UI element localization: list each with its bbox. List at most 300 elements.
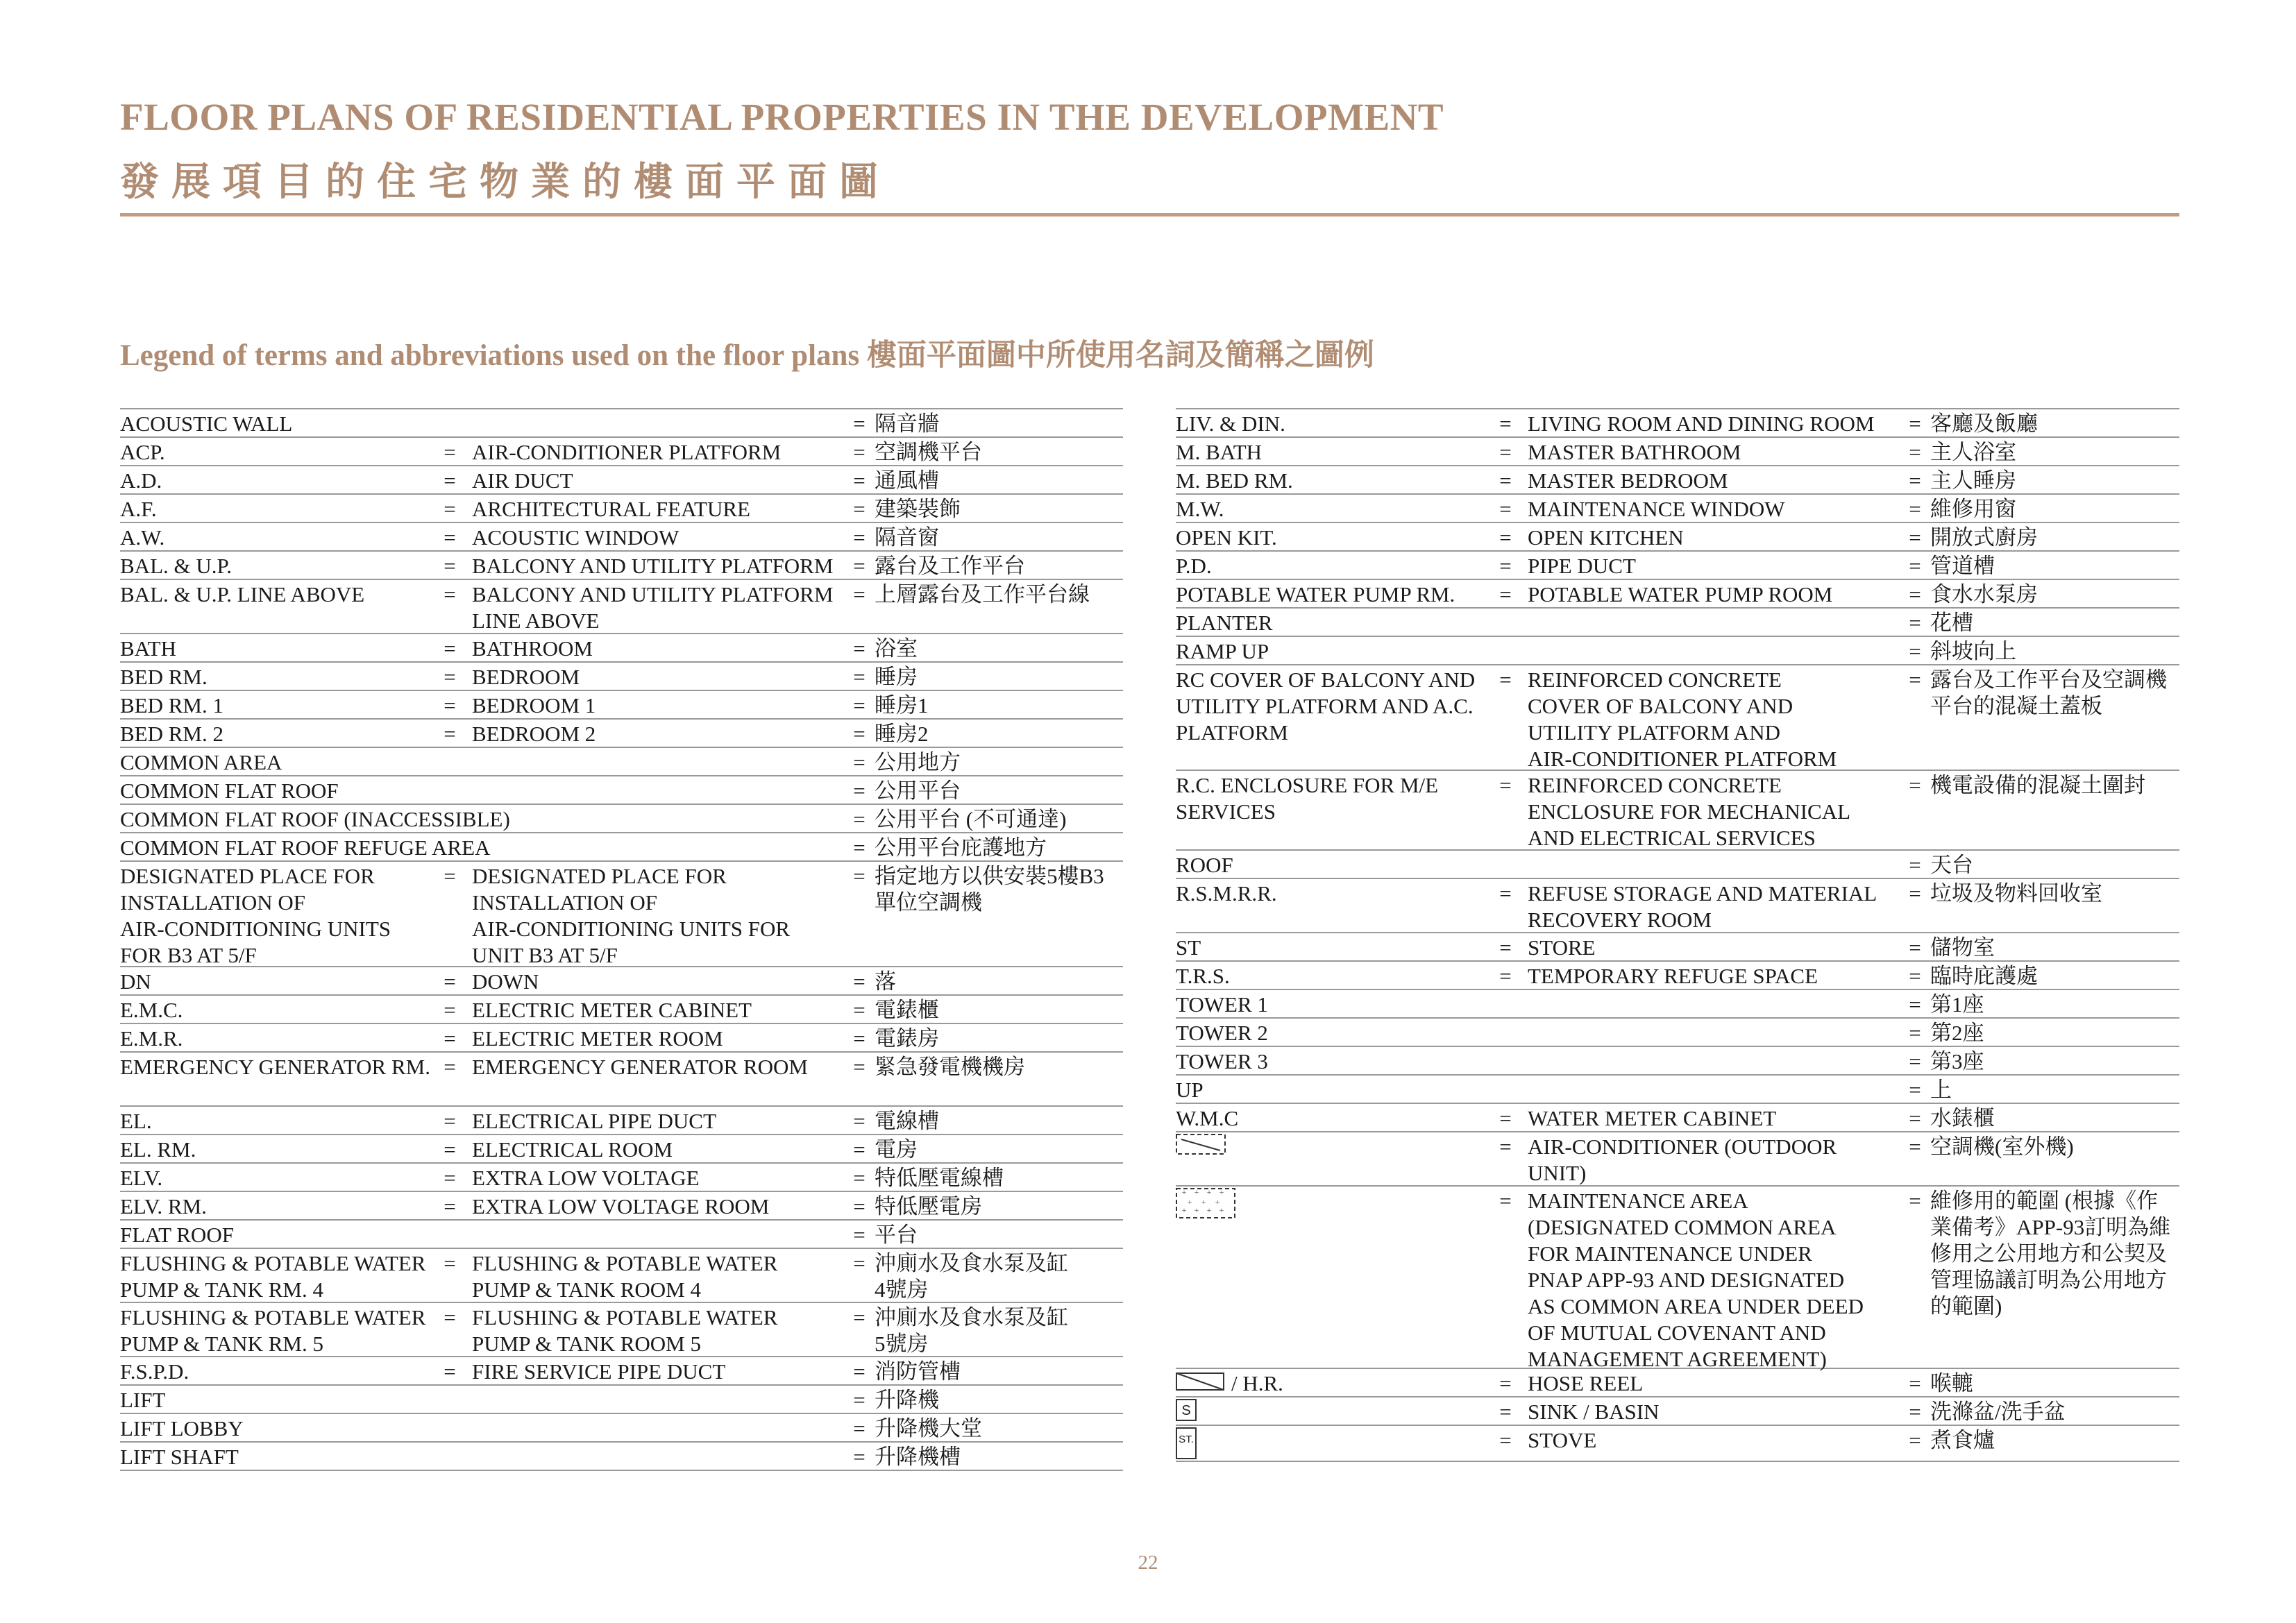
equals-sign: =: [853, 1055, 866, 1079]
legend-abbreviation: DN: [120, 969, 151, 994]
equals-sign: =: [444, 864, 456, 888]
legend-row-open-kit: [1176, 523, 2179, 552]
legend-chinese-term: 第2座: [1930, 1021, 1984, 1045]
legend-abbreviation: BATH: [120, 636, 176, 661]
equals-sign: =: [1499, 582, 1512, 606]
legend-full-term: REINFORCED CONCRETE ENCLOSURE FOR MECHANICAL AND ELECTRICAL SERVICES: [1528, 773, 1851, 850]
equals-sign: =: [853, 1416, 866, 1441]
legend-full-term: FIRE SERVICE PIPE DUCT: [472, 1359, 726, 1384]
legend-full-term: ELECTRICAL ROOM: [472, 1137, 673, 1162]
equals-sign: =: [444, 1251, 456, 1275]
equals-sign: =: [444, 1055, 456, 1079]
legend-chinese-term: 消防管槽: [875, 1359, 961, 1384]
equals-sign: =: [853, 750, 866, 774]
legend-chinese-term: 管道槽: [1930, 554, 1995, 578]
legend-abbreviation: FLUSHING & POTABLE WATER PUMP & TANK RM. 4: [120, 1251, 426, 1302]
legend-full-term: POTABLE WATER PUMP ROOM: [1528, 582, 1833, 606]
legend-row-sink-symbol: [1176, 1397, 2179, 1426]
legend-full-term: HOSE REEL: [1528, 1371, 1644, 1395]
legend-chinese-term: 食水水泵房: [1930, 582, 2038, 606]
legend-abbreviation: / H.R.: [1231, 1371, 1283, 1395]
legend-chinese-term: 開放式廚房: [1930, 525, 2038, 550]
legend-row-bal-u-p-line-above: [120, 580, 1123, 634]
equals-sign: =: [444, 1305, 456, 1329]
legend-abbreviation: BAL. & U.P. LINE ABOVE: [120, 582, 365, 606]
equals-sign: =: [853, 665, 866, 689]
legend-full-term: AIR-CONDITIONER PLATFORM: [472, 440, 782, 464]
legend-abbreviation: LIV. & DIN.: [1176, 411, 1285, 436]
legend-row-el: [120, 1107, 1123, 1135]
equals-sign: =: [1909, 935, 1921, 960]
equals-sign: =: [1909, 1428, 1921, 1452]
equals-sign: =: [1909, 1371, 1921, 1395]
legend-row-elv-rm: [120, 1192, 1123, 1221]
legend-chinese-term: 落: [875, 969, 896, 994]
equals-sign: =: [444, 969, 456, 994]
svg-text:+: +: [1187, 1197, 1192, 1207]
svg-text:+: +: [1194, 1188, 1199, 1197]
svg-text:+: +: [1219, 1188, 1224, 1197]
legend-row-tower-2: [1176, 1019, 2179, 1047]
equals-sign: =: [444, 1109, 456, 1133]
legend-row-planter: [1176, 609, 2179, 637]
equals-sign: =: [853, 497, 866, 521]
legend-chinese-term: 特低壓電線槽: [875, 1166, 1004, 1190]
title-divider: [120, 213, 2179, 216]
legend-chinese-term: 煮食爐: [1930, 1428, 1995, 1452]
legend-full-term: OPEN KITCHEN: [1528, 525, 1684, 550]
legend-abbreviation: TOWER 2: [1176, 1021, 1268, 1045]
legend-row-emergency-generator-rm: [120, 1053, 1123, 1107]
equals-sign: =: [444, 693, 456, 717]
legend-chinese-term: 特低壓電房: [875, 1194, 982, 1218]
legend-abbreviation: COMMON FLAT ROOF (INACCESSIBLE): [120, 807, 510, 831]
legend-row-acoustic-wall: [120, 409, 1123, 438]
legend-chinese-term: 隔音窗: [875, 525, 939, 550]
legend-chinese-term: 電錶房: [875, 1026, 939, 1051]
equals-sign: =: [853, 1305, 866, 1329]
legend-chinese-term: 第1座: [1930, 992, 1984, 1017]
legend-abbreviation: COMMON FLAT ROOF: [120, 779, 339, 803]
legend-abbreviation: BAL. & U.P.: [120, 554, 233, 578]
legend-abbreviation: POTABLE WATER PUMP RM.: [1176, 582, 1455, 606]
legend-abbreviation: ELV. RM.: [120, 1194, 207, 1218]
equals-sign: =: [444, 1166, 456, 1190]
equals-sign: =: [1909, 1189, 1921, 1213]
equals-sign: =: [444, 1359, 456, 1384]
legend-abbreviation: A.F.: [120, 497, 157, 521]
legend-row-ac-outdoor-unit-symbol: [1176, 1132, 2179, 1187]
legend-row-elv: [120, 1164, 1123, 1192]
legend-abbreviation: F.S.P.D.: [120, 1359, 189, 1384]
legend-row-common-area: [120, 748, 1123, 776]
equals-sign: =: [1499, 773, 1512, 797]
equals-sign: =: [1499, 440, 1512, 464]
equals-sign: =: [444, 1137, 456, 1162]
legend-chinese-term: 緊急發電機機房: [875, 1055, 1025, 1079]
equals-sign: =: [1909, 964, 1921, 988]
equals-sign: =: [444, 497, 456, 521]
svg-text:+: +: [1219, 1205, 1224, 1215]
legend-chinese-term: 維修用窗: [1930, 497, 2016, 521]
legend-full-term: EXTRA LOW VOLTAGE: [472, 1166, 700, 1190]
sink-symbol: [1176, 1399, 1197, 1427]
equals-sign: =: [853, 1166, 866, 1190]
legend-full-term: MASTER BATHROOM: [1528, 440, 1741, 464]
legend-chinese-term: 沖廁水及食水泵及缸 5號房: [875, 1305, 1068, 1356]
legend-abbreviation: RAMP UP: [1176, 639, 1269, 663]
legend-chinese-term: 客廳及飯廳: [1930, 411, 2038, 436]
legend-chinese-term: 通風槽: [875, 468, 939, 493]
legend-chinese-term: 睡房: [875, 665, 918, 689]
legend-chinese-term: 睡房2: [875, 722, 929, 746]
legend-full-term: ELECTRIC METER CABINET: [472, 998, 752, 1022]
equals-sign: =: [853, 969, 866, 994]
legend-abbreviation: P.D.: [1176, 554, 1212, 578]
equals-sign: =: [853, 864, 866, 888]
legend-full-term: BEDROOM: [472, 665, 580, 689]
legend-full-term: BALCONY AND UTILITY PLATFORM: [472, 554, 834, 578]
svg-text:+: +: [1215, 1197, 1220, 1207]
equals-sign: =: [1909, 668, 1921, 692]
legend-row-common-flat-roof: [120, 776, 1123, 805]
legend-abbreviation: ST: [1176, 935, 1201, 960]
equals-sign: =: [444, 636, 456, 661]
equals-sign: =: [853, 835, 866, 860]
legend-chinese-term: 上: [1930, 1078, 1952, 1102]
equals-sign: =: [1909, 773, 1921, 797]
svg-text:+: +: [1181, 1205, 1187, 1215]
legend-full-term: EXTRA LOW VOLTAGE ROOM: [472, 1194, 770, 1218]
equals-sign: =: [853, 722, 866, 746]
legend-row-bed-rm-1: [120, 691, 1123, 720]
legend-row-roof: [1176, 851, 2179, 879]
equals-sign: =: [1909, 468, 1921, 493]
legend-abbreviation: RC COVER OF BALCONY AND UTILITY PLATFORM AND A.C. PLATFORM: [1176, 668, 1476, 745]
legend-chinese-term: 升降機: [875, 1388, 939, 1412]
equals-sign: =: [1909, 1106, 1921, 1130]
legend-chinese-term: 臨時庇護處: [1930, 964, 2038, 988]
legend-abbreviation: M. BED RM.: [1176, 468, 1293, 493]
legend-row-lift: [120, 1386, 1123, 1414]
legend-abbreviation: BED RM. 1: [120, 693, 223, 717]
legend-row-r-c-enclosure-for-m-e-services: [1176, 771, 2179, 851]
legend-row-common-flat-roof-inaccessible: [120, 805, 1123, 833]
equals-sign: =: [853, 779, 866, 803]
legend-row-a-w: [120, 523, 1123, 552]
legend-abbreviation: PLANTER: [1176, 611, 1273, 635]
legend-abbreviation: E.M.C.: [120, 998, 183, 1022]
legend-abbreviation: ROOF: [1176, 853, 1233, 877]
legend-chinese-term: 電線槽: [875, 1109, 939, 1133]
equals-sign: =: [1499, 1400, 1512, 1424]
legend-row-t-r-s: [1176, 962, 2179, 990]
legend-chinese-term: 電錶櫃: [875, 998, 939, 1022]
legend-abbreviation: ACP.: [120, 440, 165, 464]
legend-row-p-d: [1176, 552, 2179, 580]
equals-sign: =: [444, 582, 456, 606]
legend-row-maintenance-area-symbol: [1176, 1187, 2179, 1369]
legend-chinese-term: 花槽: [1930, 611, 1973, 635]
legend-chinese-term: 電房: [875, 1137, 918, 1162]
legend-chinese-term: 上層露台及工作平台線: [875, 582, 1090, 606]
page-number: 22: [1138, 1552, 1158, 1574]
legend-full-term: DOWN: [472, 969, 539, 994]
legend-abbreviation: W.M.C: [1176, 1106, 1239, 1130]
legend-full-term: EMERGENCY GENERATOR ROOM: [472, 1055, 808, 1079]
legend-full-term: AIR-CONDITIONER (OUTDOOR UNIT): [1528, 1135, 1837, 1185]
legend-chinese-term: 機電設備的混凝土圍封: [1930, 773, 2145, 797]
equals-sign: =: [853, 1137, 866, 1162]
legend-column-left: [120, 408, 1123, 1471]
legend-chinese-term: 睡房1: [875, 693, 929, 717]
legend-abbreviation: BED RM.: [120, 665, 208, 689]
equals-sign: =: [1909, 881, 1921, 906]
legend-full-term: ELECTRICAL PIPE DUCT: [472, 1109, 716, 1133]
equals-sign: =: [444, 440, 456, 464]
legend-abbreviation: T.R.S.: [1176, 964, 1230, 988]
legend-row-m-w: [1176, 495, 2179, 523]
svg-text:+: +: [1194, 1205, 1199, 1215]
legend-chinese-term: 露台及工作平台及空調機 平台的混凝土蓋板: [1930, 668, 2167, 718]
equals-sign: =: [1499, 881, 1512, 906]
legend-row-a-f: [120, 495, 1123, 523]
legend-abbreviation: LIFT LOBBY: [120, 1416, 244, 1441]
legend-row-w-m-c: [1176, 1104, 2179, 1132]
svg-text:+: +: [1181, 1188, 1187, 1197]
legend-abbreviation: LIFT: [120, 1388, 166, 1412]
legend-row-rc-cover-of-balcony-and-utility-platform-and-a-c-platform: [1176, 665, 2179, 771]
legend-full-term: ELECTRIC METER ROOM: [472, 1026, 723, 1051]
ac-outdoor-unit-symbol: [1176, 1134, 1226, 1161]
legend-chinese-term: 喉轆: [1930, 1371, 1973, 1395]
legend-full-term: ACOUSTIC WINDOW: [472, 525, 679, 550]
legend-abbreviation: R.C. ENCLOSURE FOR M/E SERVICES: [1176, 773, 1439, 824]
equals-sign: =: [1499, 668, 1512, 692]
legend-row-ramp-up: [1176, 637, 2179, 665]
equals-sign: =: [1499, 1371, 1512, 1395]
legend-row-bal-u-p: [120, 552, 1123, 580]
equals-sign: =: [1499, 411, 1512, 436]
legend-row-bed-rm: [120, 663, 1123, 691]
legend-abbreviation: EL.: [120, 1109, 152, 1133]
legend-full-term: BALCONY AND UTILITY PLATFORM LINE ABOVE: [472, 582, 834, 633]
legend-chinese-term: 露台及工作平台: [875, 554, 1025, 578]
legend-chinese-term: 隔音牆: [875, 411, 939, 436]
equals-sign: =: [1909, 853, 1921, 877]
legend-chinese-term: 空調機平台: [875, 440, 982, 464]
equals-sign: =: [444, 998, 456, 1022]
legend-chinese-term: 建築裝飾: [875, 497, 961, 521]
legend-row-up: [1176, 1076, 2179, 1104]
legend-chinese-term: 浴室: [875, 636, 918, 661]
legend-abbreviation: BED RM. 2: [120, 722, 223, 746]
equals-sign: =: [853, 1251, 866, 1275]
legend-abbreviation: EMERGENCY GENERATOR RM.: [120, 1055, 430, 1079]
svg-text:S: S: [1181, 1403, 1191, 1418]
legend-row-lift-shaft: [120, 1443, 1123, 1471]
legend-abbreviation: R.S.M.R.R.: [1176, 881, 1277, 906]
equals-sign: =: [853, 411, 866, 436]
equals-sign: =: [444, 525, 456, 550]
legend-chinese-term: 指定地方以供安裝5樓B3 單位空調機: [875, 864, 1104, 915]
equals-sign: =: [1909, 1049, 1921, 1073]
legend-row-a-d: [120, 466, 1123, 495]
legend-row-lift-lobby: [120, 1414, 1123, 1443]
legend-full-term: MASTER BEDROOM: [1528, 468, 1728, 493]
svg-text:ST.: ST.: [1179, 1434, 1194, 1445]
equals-sign: =: [1499, 1189, 1512, 1213]
legend-chinese-term: 沖廁水及食水泵及缸 4號房: [875, 1251, 1068, 1302]
legend-row-st: [1176, 933, 2179, 962]
legend-full-term: AIR DUCT: [472, 468, 573, 493]
legend-chinese-term: 升降機槽: [875, 1445, 961, 1469]
equals-sign: =: [853, 693, 866, 717]
legend-chinese-term: 空調機(室外機): [1930, 1135, 2074, 1159]
legend-row-m-bed-rm: [1176, 466, 2179, 495]
legend-full-term: MAINTENANCE AREA (DESIGNATED COMMON AREA FOR MAINTENANCE UNDER PNAP APP-93 AND DESIGNATED AS COMMON AREA UNDER DEED OF MUTUAL COVENANT AND MANAGEMENT AGREEMENT): [1528, 1189, 1864, 1371]
legend-full-term: FLUSHING & POTABLE WATER PUMP & TANK ROOM 5: [472, 1305, 778, 1356]
equals-sign: =: [444, 554, 456, 578]
legend-row-bed-rm-2: [120, 720, 1123, 748]
legend-abbreviation: ELV.: [120, 1166, 163, 1190]
legend-row-el-rm: [120, 1135, 1123, 1164]
legend-row-liv-din: [1176, 409, 2179, 438]
equals-sign: =: [853, 807, 866, 831]
equals-sign: =: [1909, 992, 1921, 1017]
legend-row-acp: [120, 438, 1123, 466]
equals-sign: =: [1499, 1106, 1512, 1130]
equals-sign: =: [1909, 554, 1921, 578]
equals-sign: =: [1909, 1135, 1921, 1159]
equals-sign: =: [853, 1109, 866, 1133]
legend-row-m-bath: [1176, 438, 2179, 466]
stove-symbol: [1176, 1427, 1197, 1465]
equals-sign: =: [1499, 468, 1512, 493]
legend-abbreviation: EL. RM.: [120, 1137, 196, 1162]
legend-row-r-s-m-r-r: [1176, 879, 2179, 933]
equals-sign: =: [853, 554, 866, 578]
legend-chinese-term: 公用平台 (不可通達): [875, 807, 1067, 831]
legend-abbreviation: ACOUSTIC WALL: [120, 411, 293, 436]
equals-sign: =: [444, 1026, 456, 1051]
legend-row-bath: [120, 634, 1123, 663]
legend-chinese-term: 公用地方: [875, 750, 961, 774]
legend-row-dn: [120, 967, 1123, 996]
legend-chinese-term: 第3座: [1930, 1049, 1984, 1073]
equals-sign: =: [1909, 497, 1921, 521]
equals-sign: =: [853, 582, 866, 606]
equals-sign: =: [1909, 1021, 1921, 1045]
legend-row-designated-place-for-installation-of-air-conditioning-units-for-b3-at-5-f: [120, 862, 1123, 967]
equals-sign: =: [1499, 1135, 1512, 1159]
legend-full-term: TEMPORARY REFUGE SPACE: [1528, 964, 1818, 988]
equals-sign: =: [1909, 1078, 1921, 1102]
svg-text:+: +: [1206, 1188, 1212, 1197]
equals-sign: =: [853, 636, 866, 661]
legend-abbreviation: A.W.: [120, 525, 165, 550]
legend-full-term: BEDROOM 2: [472, 722, 596, 746]
legend-abbreviation: FLUSHING & POTABLE WATER PUMP & TANK RM. 5: [120, 1305, 426, 1356]
legend-abbreviation: TOWER 1: [1176, 992, 1268, 1017]
legend-row-tower-1: [1176, 990, 2179, 1019]
legend-chinese-term: 水錶櫃: [1930, 1106, 1995, 1130]
legend-chinese-term: 維修用的範圍 (根據《作 業備考》APP-93訂明為維 修用之公用地方和公契及 管理協議訂明為公用地方 的範圍): [1930, 1189, 2171, 1318]
legend-abbreviation: M.W.: [1176, 497, 1224, 521]
legend-abbreviation: OPEN KIT.: [1176, 525, 1277, 550]
equals-sign: =: [1909, 639, 1921, 663]
legend-abbreviation: DESIGNATED PLACE FOR INSTALLATION OF AIR-CONDITIONING UNITS FOR B3 AT 5/F: [120, 864, 391, 967]
equals-sign: =: [1909, 411, 1921, 436]
equals-sign: =: [853, 998, 866, 1022]
legend-row-e-m-c: [120, 996, 1123, 1024]
legend-row-tower-3: [1176, 1047, 2179, 1076]
equals-sign: =: [1499, 525, 1512, 550]
legend-full-term: STOVE: [1528, 1428, 1597, 1452]
equals-sign: =: [444, 468, 456, 493]
legend-row-e-m-r: [120, 1024, 1123, 1053]
legend-full-term: BATHROOM: [472, 636, 593, 661]
equals-sign: =: [853, 1026, 866, 1051]
legend-chinese-term: 升降機大堂: [875, 1416, 982, 1441]
legend-row-h-r: [1176, 1369, 2179, 1397]
equals-sign: =: [1909, 611, 1921, 635]
legend-full-term: ARCHITECTURAL FEATURE: [472, 497, 750, 521]
legend-full-term: WATER METER CABINET: [1528, 1106, 1777, 1130]
equals-sign: =: [1499, 554, 1512, 578]
equals-sign: =: [444, 1194, 456, 1218]
svg-text:+: +: [1206, 1205, 1212, 1215]
legend-full-term: LIVING ROOM AND DINING ROOM: [1528, 411, 1875, 436]
maintenance-area-symbol: [1176, 1188, 1235, 1225]
legend-chinese-term: 公用平台庇護地方: [875, 835, 1047, 860]
legend-full-term: REINFORCED CONCRETE COVER OF BALCONY AND UTILITY PLATFORM AND AIR-CONDITIONER PLATFORM: [1528, 668, 1837, 771]
legend-chinese-term: 洗滌盆/洗手盆: [1930, 1400, 2066, 1424]
page-title-english: FLOOR PLANS OF RESIDENTIAL PROPERTIES IN THE DEVELOPMENT: [120, 96, 1444, 138]
legend-chinese-term: 主人睡房: [1930, 468, 2016, 493]
equals-sign: =: [1499, 964, 1512, 988]
legend-chinese-term: 垃圾及物料回收室: [1930, 881, 2102, 906]
legend-abbreviation: A.D.: [120, 468, 162, 493]
legend-abbreviation: M. BATH: [1176, 440, 1263, 464]
page-title-chinese: 發展項目的住宅物業的樓面平面圖: [120, 161, 890, 204]
svg-text:+: +: [1201, 1197, 1206, 1207]
legend-full-term: DESIGNATED PLACE FOR INSTALLATION OF AIR-CONDITIONING UNITS FOR UNIT B3 AT 5/F: [472, 864, 791, 967]
equals-sign: =: [853, 440, 866, 464]
legend-abbreviation: LIFT SHAFT: [120, 1445, 239, 1469]
equals-sign: =: [853, 1194, 866, 1218]
legend-full-term: SINK / BASIN: [1528, 1400, 1660, 1424]
equals-sign: =: [1499, 1428, 1512, 1452]
equals-sign: =: [1909, 582, 1921, 606]
legend-chinese-term: 斜坡向上: [1930, 639, 2016, 663]
hose-reel-symbol: [1176, 1370, 1224, 1397]
legend-row-flushing-potable-water-pump-tank-rm-4: [120, 1249, 1123, 1303]
equals-sign: =: [853, 468, 866, 493]
legend-full-term: REFUSE STORAGE AND MATERIAL RECOVERY ROOM: [1528, 881, 1877, 932]
legend-row-flat-roof: [120, 1221, 1123, 1249]
legend-chinese-term: 主人浴室: [1930, 440, 2016, 464]
legend-abbreviation: TOWER 3: [1176, 1049, 1268, 1073]
equals-sign: =: [853, 1388, 866, 1412]
legend-full-term: BEDROOM 1: [472, 693, 596, 717]
legend-chinese-term: 天台: [1930, 853, 1973, 877]
legend-title: Legend of terms and abbreviations used on the floor plans 樓面平面圖中所使用名詞及簡稱之圖例: [120, 339, 1374, 372]
equals-sign: =: [444, 722, 456, 746]
legend-abbreviation: E.M.R.: [120, 1026, 183, 1051]
legend-row-common-flat-roof-refuge-area: [120, 833, 1123, 862]
legend-chinese-term: 平台: [875, 1223, 918, 1247]
